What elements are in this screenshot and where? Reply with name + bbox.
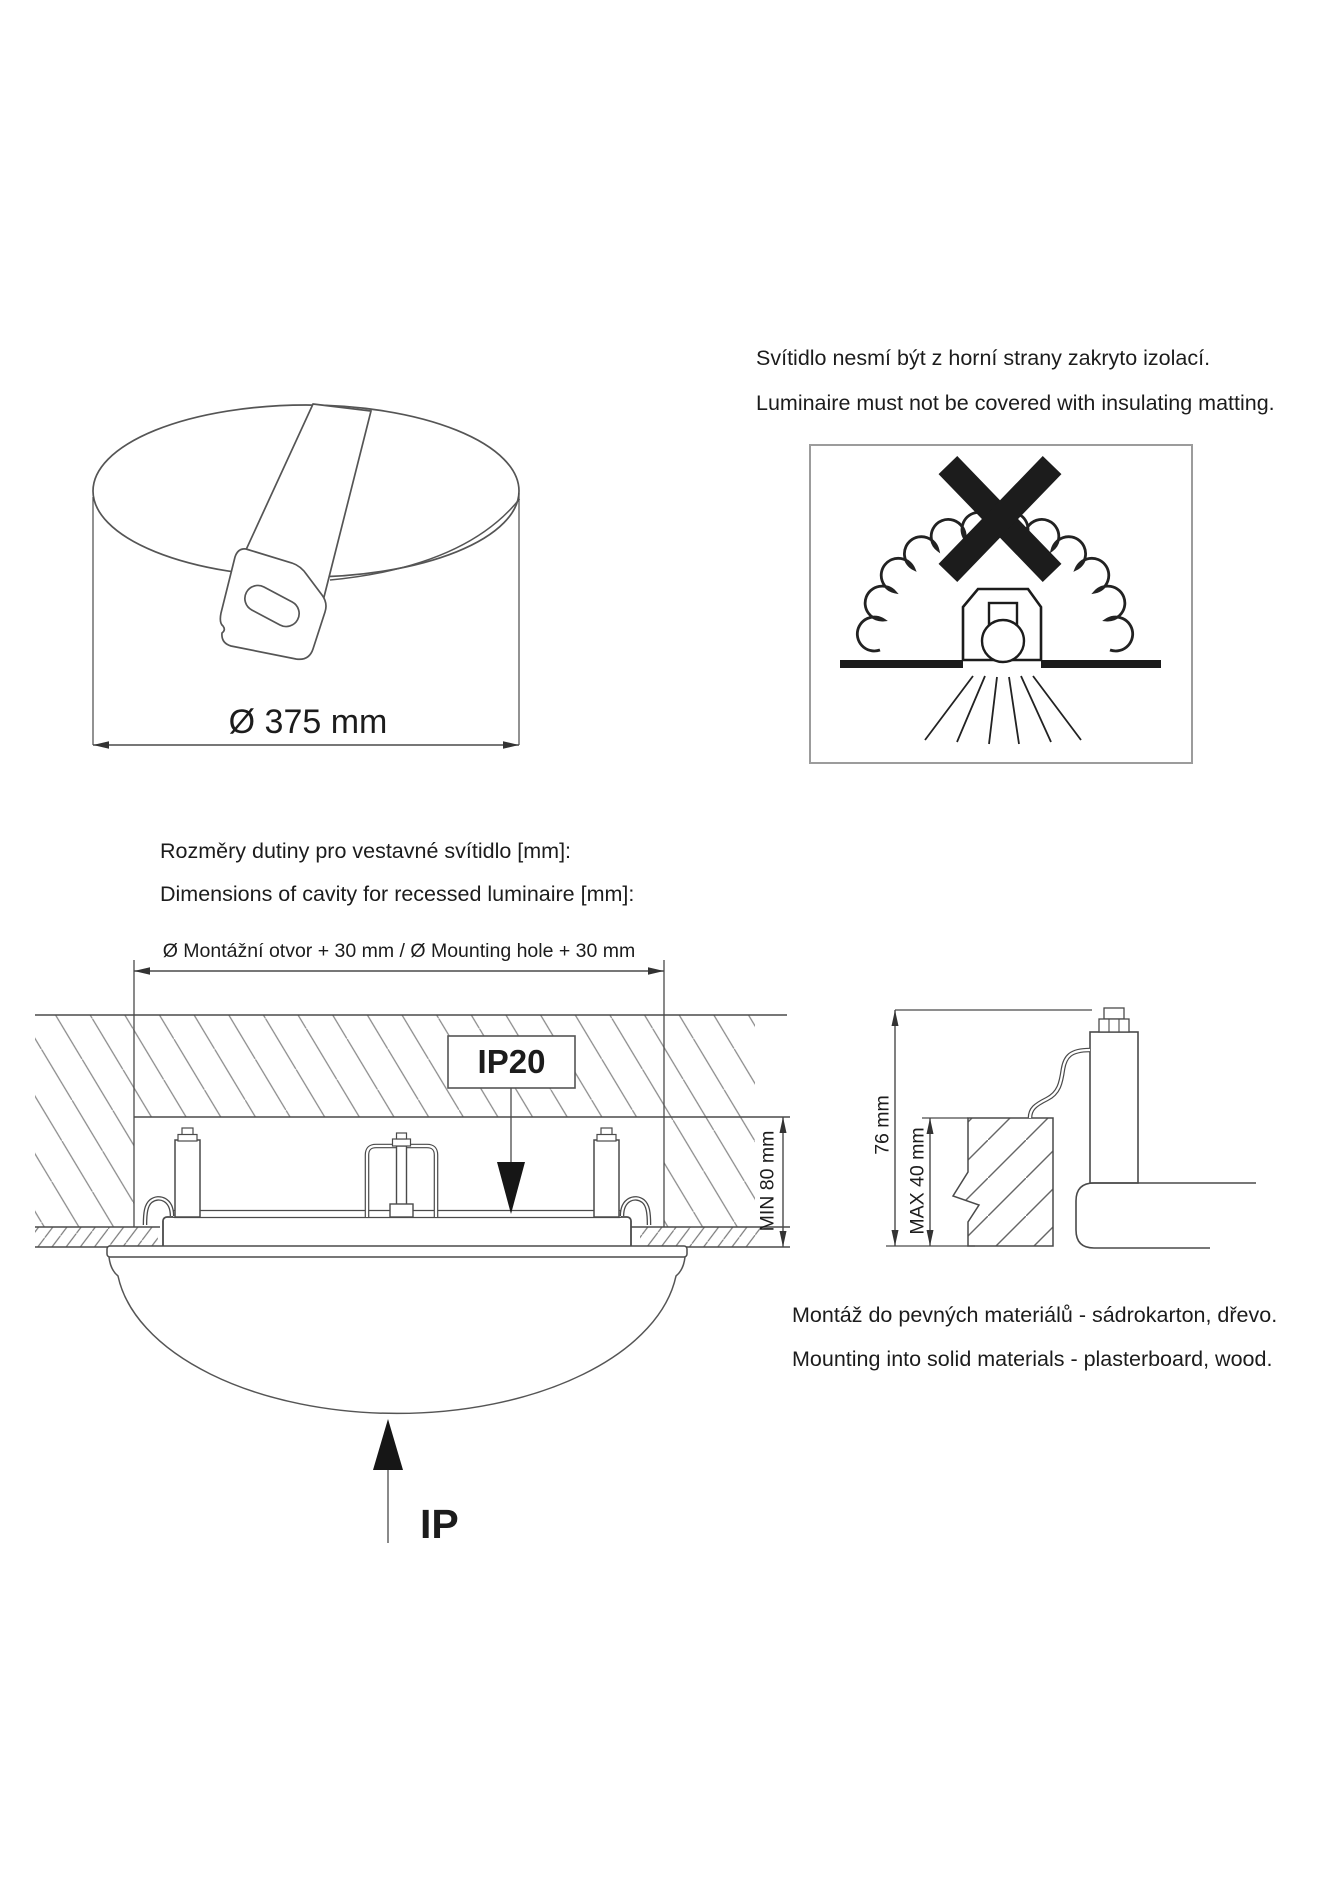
insulation-note-en: Luminaire must not be covered with insulating matting. xyxy=(756,391,1275,415)
mounting-note-en: Mounting into solid materials - plasterboard, wood. xyxy=(792,1347,1273,1371)
dimension-arrow-down-icon xyxy=(892,1230,899,1246)
insulation-note-cz: Svítidlo nesmí být z horní strany zakryto izolací. xyxy=(756,346,1211,370)
no-insulation-figure xyxy=(810,445,1192,763)
glass-dome-profile xyxy=(109,1257,685,1413)
structure-hatch-left-wall xyxy=(35,1117,134,1227)
detail-stud xyxy=(1090,1032,1138,1183)
dimension-arrow-up-icon xyxy=(780,1117,787,1133)
up-arrow-icon xyxy=(373,1419,403,1470)
mounting-stud-right xyxy=(594,1128,619,1217)
side-detail-drawing xyxy=(886,1008,1256,1248)
dimension-arrow-down-icon xyxy=(780,1231,787,1247)
ip20-label: IP20 xyxy=(477,1043,546,1080)
total-height-label: 76 mm xyxy=(871,1095,894,1155)
min-depth-label: MIN 80 mm xyxy=(756,1130,779,1232)
max-board-label: MAX 40 mm xyxy=(906,1127,929,1235)
dimension-arrow-right-icon xyxy=(648,967,664,975)
ceiling-bar-left xyxy=(840,660,963,668)
centre-spring-bracket xyxy=(367,1133,436,1217)
dimension-arrow-right-icon xyxy=(503,741,519,749)
dimension-arrow-left-icon xyxy=(93,741,109,749)
ceiling-bar-right xyxy=(1041,660,1161,668)
mounting-note-cz: Montáž do pevných materiálů - sádrokarton, dřevo. xyxy=(792,1303,1278,1327)
cavity-section-drawing xyxy=(35,960,790,1543)
detail-nut xyxy=(1099,1019,1129,1032)
detail-spring-clip xyxy=(1030,1050,1090,1118)
bulb-icon xyxy=(982,620,1024,662)
cavity-heading-en: Dimensions of cavity for recessed luminaire [mm]: xyxy=(160,882,635,906)
ceiling-board-left xyxy=(35,1227,158,1247)
diameter-label: Ø 375 mm xyxy=(228,703,388,741)
down-arrow-icon xyxy=(497,1162,525,1214)
luminaire-top-drawing xyxy=(93,404,520,749)
board-block xyxy=(953,1118,1053,1246)
detail-base-plate xyxy=(1076,1183,1256,1248)
mounting-stud-left xyxy=(175,1128,200,1217)
cavity-heading-cz: Rozměry dutiny pro vestavné svítidlo [mm]: xyxy=(160,839,572,863)
ceiling-board-right xyxy=(640,1227,760,1247)
mounting-hole-label: Ø Montážní otvor + 30 mm / Ø Mounting hole + 30 mm xyxy=(162,940,636,962)
structure-hatch-top xyxy=(35,1015,755,1117)
detail-bolt-cap xyxy=(1104,1008,1124,1019)
structure-hatch-right-wall xyxy=(664,1117,755,1227)
dimension-arrow-left-icon xyxy=(134,967,150,975)
trim-ring xyxy=(107,1246,687,1257)
dimension-arrow-up-icon xyxy=(892,1010,899,1026)
ip-label: IP xyxy=(420,1501,459,1547)
